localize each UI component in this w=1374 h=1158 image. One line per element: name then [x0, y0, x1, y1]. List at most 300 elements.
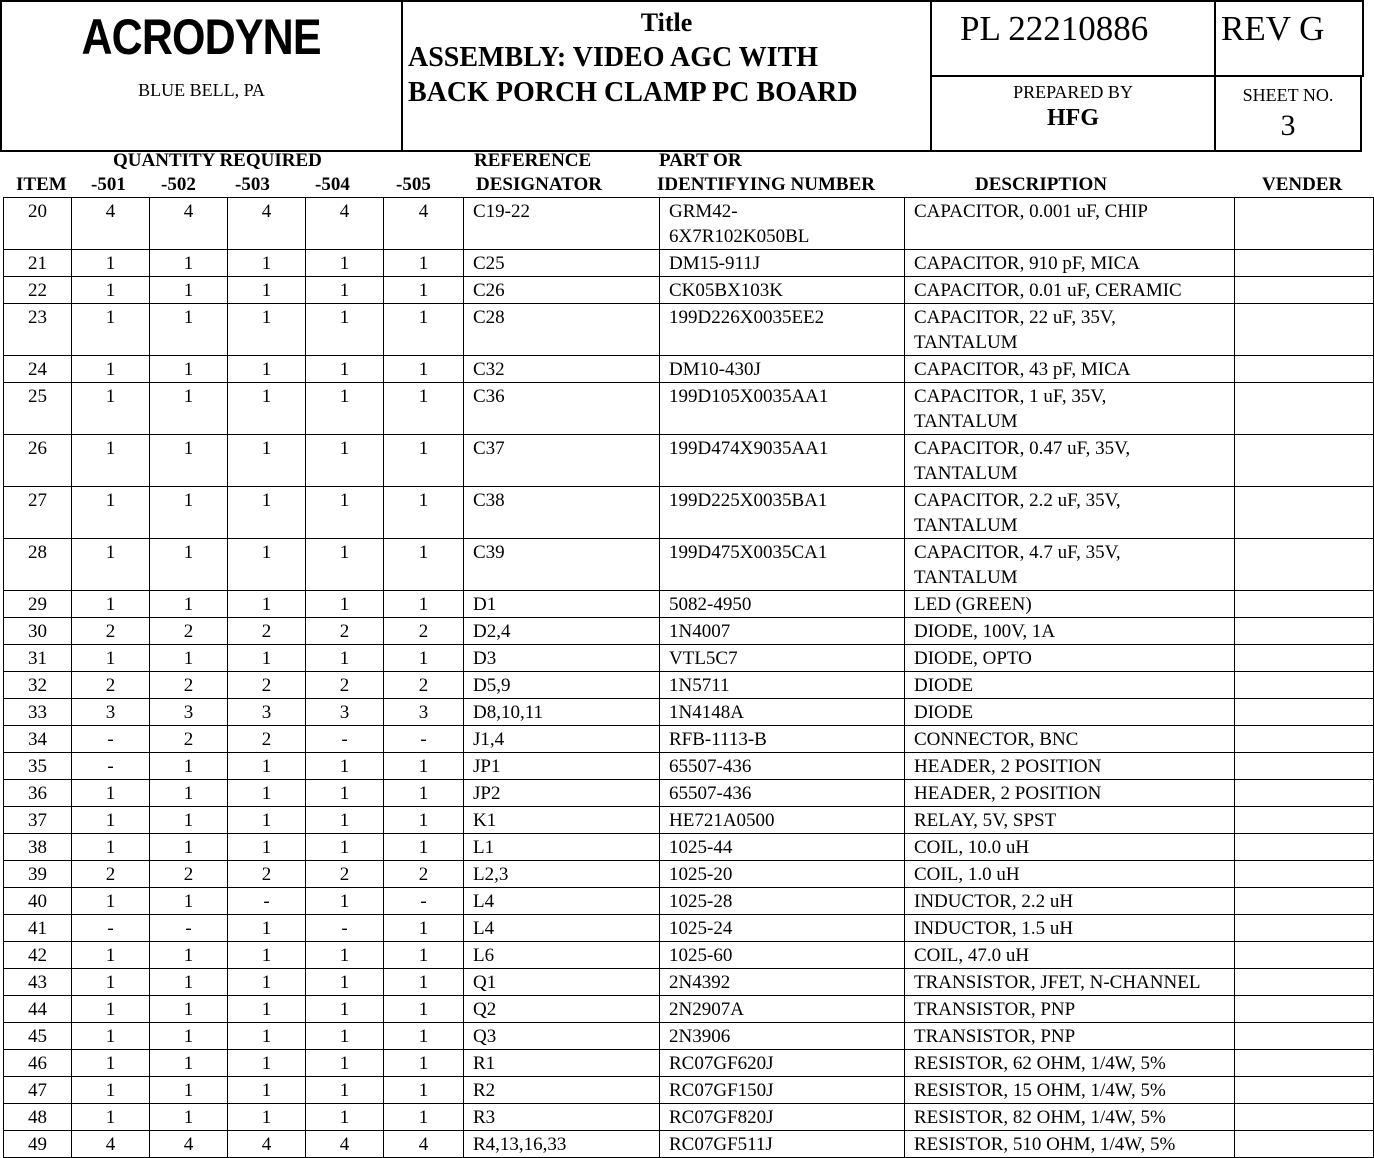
cell-part-number: 1025-44: [660, 834, 905, 861]
cell-qty-504: 1: [306, 942, 384, 969]
cell-qty-501: 1: [72, 834, 150, 861]
cell-qty-503: 1: [228, 780, 306, 807]
cell-qty-502: 1: [150, 539, 228, 591]
cell-qty-501: 1: [72, 1077, 150, 1104]
cell-qty-501: 2: [72, 672, 150, 699]
cell-item: 46: [4, 1050, 72, 1077]
cell-qty-504: 1: [306, 807, 384, 834]
cell-qty-503: -: [228, 888, 306, 915]
part-header-line-2: IDENTIFYING NUMBER: [657, 174, 875, 195]
cell-qty-502: 1: [150, 996, 228, 1023]
cell-qty-504: 1: [306, 780, 384, 807]
cell-qty-505: 1: [384, 996, 464, 1023]
cell-part-number: 1025-60: [660, 942, 905, 969]
cell-reference-designator: D8,10,11: [464, 699, 660, 726]
cell-item: 36: [4, 780, 72, 807]
cell-vender: [1235, 915, 1374, 942]
table-row: [4, 780, 1374, 807]
cell-vender: [1235, 591, 1374, 618]
title-label: Title: [640, 8, 693, 37]
cell-description: DIODE, 100V, 1A: [905, 618, 1235, 645]
title-line-2: BACK PORCH CLAMP PC BOARD: [408, 77, 858, 108]
cell-item: 22: [4, 277, 72, 304]
cell-item: 26: [4, 435, 72, 487]
cell-qty-501: 3: [72, 699, 150, 726]
cell-description: LED (GREEN): [905, 591, 1235, 618]
cell-qty-505: 1: [384, 383, 464, 435]
cell-qty-505: 1: [384, 915, 464, 942]
cell-qty-501: 1: [72, 969, 150, 996]
company-box: [0, 0, 403, 152]
cell-qty-502: 1: [150, 1077, 228, 1104]
cell-qty-505: 1: [384, 435, 464, 487]
cell-qty-501: 1: [72, 888, 150, 915]
cell-item: 20: [4, 198, 72, 250]
cell-reference-designator: C38: [464, 487, 660, 539]
cell-qty-503: 1: [228, 383, 306, 435]
cell-part-number: 2N4392: [660, 969, 905, 996]
cell-qty-504: 1: [306, 834, 384, 861]
cell-part-number: 1N4007: [660, 618, 905, 645]
cell-description: RESISTOR, 62 OHM, 1/4W, 5%: [905, 1050, 1235, 1077]
table-row: [4, 591, 1374, 618]
cell-qty-504: 1: [306, 996, 384, 1023]
cell-qty-502: 1: [150, 591, 228, 618]
table-row: [4, 1131, 1374, 1158]
cell-qty-505: 1: [384, 1050, 464, 1077]
cell-qty-501: 1: [72, 996, 150, 1023]
cell-item: 33: [4, 699, 72, 726]
cell-reference-designator: C32: [464, 356, 660, 383]
cell-part-number: VTL5C7: [660, 645, 905, 672]
cell-reference-designator: R4,13,16,33: [464, 1131, 660, 1158]
cell-part-number: 1N5711: [660, 672, 905, 699]
cell-vender: [1235, 304, 1374, 356]
cell-qty-503: 3: [228, 699, 306, 726]
table-row: [4, 487, 1374, 539]
cell-qty-502: 1: [150, 487, 228, 539]
cell-item: 28: [4, 539, 72, 591]
cell-qty-503: 1: [228, 356, 306, 383]
cell-qty-501: 1: [72, 1023, 150, 1050]
cell-qty-503: 1: [228, 1050, 306, 1077]
cell-qty-501: 1: [72, 591, 150, 618]
parts-table-body: [4, 198, 1374, 1158]
table-row: [4, 250, 1374, 277]
qty-501-header: -501: [91, 174, 126, 195]
cell-reference-designator: L4: [464, 915, 660, 942]
cell-item: 32: [4, 672, 72, 699]
cell-vender: [1235, 539, 1374, 591]
cell-qty-501: -: [72, 915, 150, 942]
cell-description: DIODE: [905, 672, 1235, 699]
cell-part-number: CK05BX103K: [660, 277, 905, 304]
cell-part-number: RC07GF820J: [660, 1104, 905, 1131]
cell-item: 43: [4, 969, 72, 996]
sheet-label: SHEET NO.: [1242, 85, 1334, 105]
cell-item: 37: [4, 807, 72, 834]
cell-qty-505: 1: [384, 277, 464, 304]
cell-item: 41: [4, 915, 72, 942]
table-row: [4, 1104, 1374, 1131]
cell-qty-504: 4: [306, 198, 384, 250]
table-row: [4, 645, 1374, 672]
cell-qty-503: 1: [228, 277, 306, 304]
cell-reference-designator: C36: [464, 383, 660, 435]
company-logo: ACRODYNE: [81, 9, 322, 65]
cell-qty-502: 4: [150, 198, 228, 250]
cell-reference-designator: C19-22: [464, 198, 660, 250]
cell-qty-505: 1: [384, 250, 464, 277]
cell-qty-504: 1: [306, 645, 384, 672]
cell-description: RESISTOR, 510 OHM, 1/4W, 5%: [905, 1131, 1235, 1158]
table-row: [4, 834, 1374, 861]
table-row: [4, 753, 1374, 780]
cell-item: 45: [4, 1023, 72, 1050]
cell-qty-504: -: [306, 726, 384, 753]
cell-vender: [1235, 699, 1374, 726]
cell-part-number: 199D475X0035CA1: [660, 539, 905, 591]
cell-qty-502: 2: [150, 726, 228, 753]
cell-qty-503: 1: [228, 996, 306, 1023]
cell-qty-505: -: [384, 888, 464, 915]
cell-qty-501: 1: [72, 807, 150, 834]
cell-qty-505: 1: [384, 304, 464, 356]
cell-part-number: 199D474X9035AA1: [660, 435, 905, 487]
cell-part-number: RC07GF150J: [660, 1077, 905, 1104]
cell-reference-designator: R1: [464, 1050, 660, 1077]
cell-description: COIL, 47.0 uH: [905, 942, 1235, 969]
cell-part-number: 65507-436: [660, 753, 905, 780]
table-row: [4, 277, 1374, 304]
cell-reference-designator: C39: [464, 539, 660, 591]
cell-reference-designator: C37: [464, 435, 660, 487]
cell-qty-503: 1: [228, 250, 306, 277]
cell-qty-504: -: [306, 915, 384, 942]
cell-qty-505: -: [384, 726, 464, 753]
cell-qty-505: 1: [384, 807, 464, 834]
cell-reference-designator: J1,4: [464, 726, 660, 753]
cell-part-number: 5082-4950: [660, 591, 905, 618]
cell-qty-501: 1: [72, 304, 150, 356]
cell-vender: [1235, 780, 1374, 807]
cell-qty-505: 1: [384, 591, 464, 618]
cell-qty-505: 1: [384, 753, 464, 780]
cell-vender: [1235, 1131, 1374, 1158]
cell-reference-designator: D1: [464, 591, 660, 618]
cell-reference-designator: Q2: [464, 996, 660, 1023]
cell-vender: [1235, 1023, 1374, 1050]
cell-item: 49: [4, 1131, 72, 1158]
cell-qty-504: 1: [306, 250, 384, 277]
cell-qty-505: 1: [384, 1023, 464, 1050]
cell-reference-designator: JP2: [464, 780, 660, 807]
cell-item: 39: [4, 861, 72, 888]
table-row: [4, 383, 1374, 435]
cell-qty-503: 1: [228, 753, 306, 780]
cell-part-number: RC07GF620J: [660, 1050, 905, 1077]
cell-reference-designator: L2,3: [464, 861, 660, 888]
company-location: BLUE BELL, PA: [138, 80, 265, 100]
cell-qty-502: 2: [150, 618, 228, 645]
table-row: [4, 969, 1374, 996]
cell-qty-502: 1: [150, 834, 228, 861]
cell-vender: [1235, 356, 1374, 383]
cell-vender: [1235, 807, 1374, 834]
cell-qty-505: 2: [384, 672, 464, 699]
cell-qty-504: 1: [306, 1077, 384, 1104]
table-row: [4, 1077, 1374, 1104]
cell-part-number: HE721A0500: [660, 807, 905, 834]
cell-qty-502: 1: [150, 780, 228, 807]
cell-part-number: RFB-1113-B: [660, 726, 905, 753]
cell-description: CAPACITOR, 1 uF, 35V, TANTALUM: [905, 383, 1235, 435]
cell-part-number: 1025-24: [660, 915, 905, 942]
cell-qty-503: 1: [228, 915, 306, 942]
cell-qty-503: 1: [228, 539, 306, 591]
cell-item: 21: [4, 250, 72, 277]
cell-reference-designator: C26: [464, 277, 660, 304]
cell-part-number: 1025-20: [660, 861, 905, 888]
cell-qty-501: 1: [72, 539, 150, 591]
title-line-1: ASSEMBLY: VIDEO AGC WITH: [408, 42, 819, 73]
cell-qty-502: 1: [150, 753, 228, 780]
qty-505-header: -505: [396, 174, 431, 195]
cell-vender: [1235, 672, 1374, 699]
qty-504-header: -504: [315, 174, 350, 195]
prepared-by-box: [930, 75, 1216, 152]
table-row: [4, 915, 1374, 942]
cell-reference-designator: D3: [464, 645, 660, 672]
table-row: [4, 699, 1374, 726]
cell-reference-designator: K1: [464, 807, 660, 834]
cell-part-number: 199D225X0035BA1: [660, 487, 905, 539]
cell-description: CAPACITOR, 4.7 uF, 35V, TANTALUM: [905, 539, 1235, 591]
cell-qty-503: 1: [228, 487, 306, 539]
table-row: [4, 435, 1374, 487]
cell-qty-504: 1: [306, 591, 384, 618]
cell-qty-501: 4: [72, 198, 150, 250]
cell-qty-502: 1: [150, 807, 228, 834]
cell-description: CONNECTOR, BNC: [905, 726, 1235, 753]
cell-description: DIODE, OPTO: [905, 645, 1235, 672]
cell-qty-504: 1: [306, 435, 384, 487]
cell-qty-504: 1: [306, 753, 384, 780]
cell-qty-505: 1: [384, 539, 464, 591]
cell-qty-502: 1: [150, 277, 228, 304]
cell-qty-505: 2: [384, 861, 464, 888]
cell-qty-503: 1: [228, 1104, 306, 1131]
cell-qty-504: 2: [306, 618, 384, 645]
cell-qty-503: 1: [228, 969, 306, 996]
revision: REV G: [1221, 9, 1325, 48]
cell-qty-501: 1: [72, 383, 150, 435]
cell-description: COIL, 1.0 uH: [905, 861, 1235, 888]
cell-qty-503: 4: [228, 1131, 306, 1158]
cell-item: 27: [4, 487, 72, 539]
cell-reference-designator: R2: [464, 1077, 660, 1104]
cell-part-number: 2N3906: [660, 1023, 905, 1050]
cell-vender: [1235, 618, 1374, 645]
cell-vender: [1235, 834, 1374, 861]
cell-description: RESISTOR, 82 OHM, 1/4W, 5%: [905, 1104, 1235, 1131]
cell-vender: [1235, 996, 1374, 1023]
cell-vender: [1235, 942, 1374, 969]
table-row: [4, 1023, 1374, 1050]
cell-reference-designator: C25: [464, 250, 660, 277]
cell-vender: [1235, 250, 1374, 277]
table-row: [4, 996, 1374, 1023]
cell-qty-501: 2: [72, 861, 150, 888]
cell-qty-503: 1: [228, 435, 306, 487]
cell-qty-501: 1: [72, 780, 150, 807]
quantity-required-header: QUANTITY REQUIRED: [113, 150, 322, 171]
cell-part-number: 2N2907A: [660, 996, 905, 1023]
cell-qty-502: 1: [150, 250, 228, 277]
vender-header: VENDER: [1262, 174, 1343, 195]
title-box: [401, 0, 932, 152]
cell-description: CAPACITOR, 22 uF, 35V, TANTALUM: [905, 304, 1235, 356]
sheet-number: 3: [1280, 109, 1296, 142]
cell-description: TRANSISTOR, PNP: [905, 1023, 1235, 1050]
cell-description: CAPACITOR, 910 pF, MICA: [905, 250, 1235, 277]
cell-vender: [1235, 1050, 1374, 1077]
table-row: [4, 304, 1374, 356]
cell-item: 31: [4, 645, 72, 672]
cell-part-number: 1025-28: [660, 888, 905, 915]
prepared-by-value: HFG: [1047, 105, 1099, 131]
rev-box: [1214, 0, 1364, 77]
cell-qty-504: 1: [306, 539, 384, 591]
cell-qty-501: 4: [72, 1131, 150, 1158]
cell-qty-501: 1: [72, 1104, 150, 1131]
cell-reference-designator: L1: [464, 834, 660, 861]
cell-qty-502: 1: [150, 383, 228, 435]
cell-reference-designator: L4: [464, 888, 660, 915]
cell-qty-502: 1: [150, 888, 228, 915]
cell-qty-505: 1: [384, 1104, 464, 1131]
cell-reference-designator: D5,9: [464, 672, 660, 699]
cell-qty-505: 3: [384, 699, 464, 726]
cell-qty-502: 1: [150, 1104, 228, 1131]
cell-qty-502: 1: [150, 435, 228, 487]
cell-qty-505: 1: [384, 834, 464, 861]
cell-qty-503: 1: [228, 834, 306, 861]
cell-qty-503: 1: [228, 1023, 306, 1050]
cell-vender: [1235, 726, 1374, 753]
cell-qty-502: 1: [150, 304, 228, 356]
cell-qty-501: 2: [72, 618, 150, 645]
cell-part-number: 199D226X0035EE2: [660, 304, 905, 356]
cell-qty-502: 3: [150, 699, 228, 726]
cell-qty-501: -: [72, 726, 150, 753]
cell-vender: [1235, 277, 1374, 304]
cell-qty-501: 1: [72, 942, 150, 969]
cell-description: TRANSISTOR, PNP: [905, 996, 1235, 1023]
table-row: [4, 1050, 1374, 1077]
qty-502-header: -502: [161, 174, 196, 195]
cell-vender: [1235, 753, 1374, 780]
cell-qty-505: 1: [384, 1077, 464, 1104]
cell-qty-503: 2: [228, 618, 306, 645]
table-row: [4, 807, 1374, 834]
cell-qty-505: 1: [384, 780, 464, 807]
parts-table: [3, 197, 1374, 1158]
table-row: [4, 672, 1374, 699]
cell-description: HEADER, 2 POSITION: [905, 780, 1235, 807]
cell-qty-504: 4: [306, 1131, 384, 1158]
cell-item: 35: [4, 753, 72, 780]
cell-qty-504: 2: [306, 672, 384, 699]
table-row: [4, 539, 1374, 591]
cell-reference-designator: R3: [464, 1104, 660, 1131]
prepared-by-label: PREPARED BY: [1013, 82, 1133, 102]
table-row: [4, 618, 1374, 645]
cell-item: 25: [4, 383, 72, 435]
cell-qty-505: 1: [384, 969, 464, 996]
cell-vender: [1235, 861, 1374, 888]
cell-qty-501: 1: [72, 1050, 150, 1077]
cell-qty-505: 2: [384, 618, 464, 645]
cell-qty-504: 1: [306, 356, 384, 383]
cell-qty-504: 1: [306, 383, 384, 435]
cell-item: 42: [4, 942, 72, 969]
cell-qty-504: 1: [306, 304, 384, 356]
cell-qty-502: 4: [150, 1131, 228, 1158]
cell-qty-503: 1: [228, 1077, 306, 1104]
cell-vender: [1235, 645, 1374, 672]
cell-description: COIL, 10.0 uH: [905, 834, 1235, 861]
cell-item: 48: [4, 1104, 72, 1131]
part-list-number: PL 22210886: [960, 9, 1149, 48]
cell-description: RESISTOR, 15 OHM, 1/4W, 5%: [905, 1077, 1235, 1104]
cell-qty-501: 1: [72, 277, 150, 304]
cell-qty-502: 1: [150, 1023, 228, 1050]
table-row: [4, 356, 1374, 383]
table-row: [4, 888, 1374, 915]
cell-item: 29: [4, 591, 72, 618]
cell-qty-501: 1: [72, 487, 150, 539]
cell-part-number: 65507-436: [660, 780, 905, 807]
cell-qty-504: 1: [306, 277, 384, 304]
cell-qty-503: 2: [228, 861, 306, 888]
table-row: [4, 942, 1374, 969]
sheet-box: [1214, 75, 1362, 152]
cell-item: 38: [4, 834, 72, 861]
cell-qty-504: 3: [306, 699, 384, 726]
cell-vender: [1235, 1077, 1374, 1104]
cell-qty-503: 4: [228, 198, 306, 250]
cell-item: 24: [4, 356, 72, 383]
cell-part-number: RC07GF511J: [660, 1131, 905, 1158]
cell-description: INDUCTOR, 1.5 uH: [905, 915, 1235, 942]
cell-qty-501: 1: [72, 645, 150, 672]
cell-part-number: DM15-911J: [660, 250, 905, 277]
cell-qty-503: 2: [228, 672, 306, 699]
cell-qty-501: 1: [72, 356, 150, 383]
cell-description: CAPACITOR, 43 pF, MICA: [905, 356, 1235, 383]
cell-reference-designator: C28: [464, 304, 660, 356]
cell-qty-504: 1: [306, 969, 384, 996]
cell-item: 44: [4, 996, 72, 1023]
cell-part-number: 1N4148A: [660, 699, 905, 726]
cell-part-number: 199D105X0035AA1: [660, 383, 905, 435]
cell-vender: [1235, 435, 1374, 487]
cell-qty-501: -: [72, 753, 150, 780]
cell-qty-502: 2: [150, 861, 228, 888]
part-list-box: [930, 0, 1216, 77]
cell-qty-504: 1: [306, 1023, 384, 1050]
